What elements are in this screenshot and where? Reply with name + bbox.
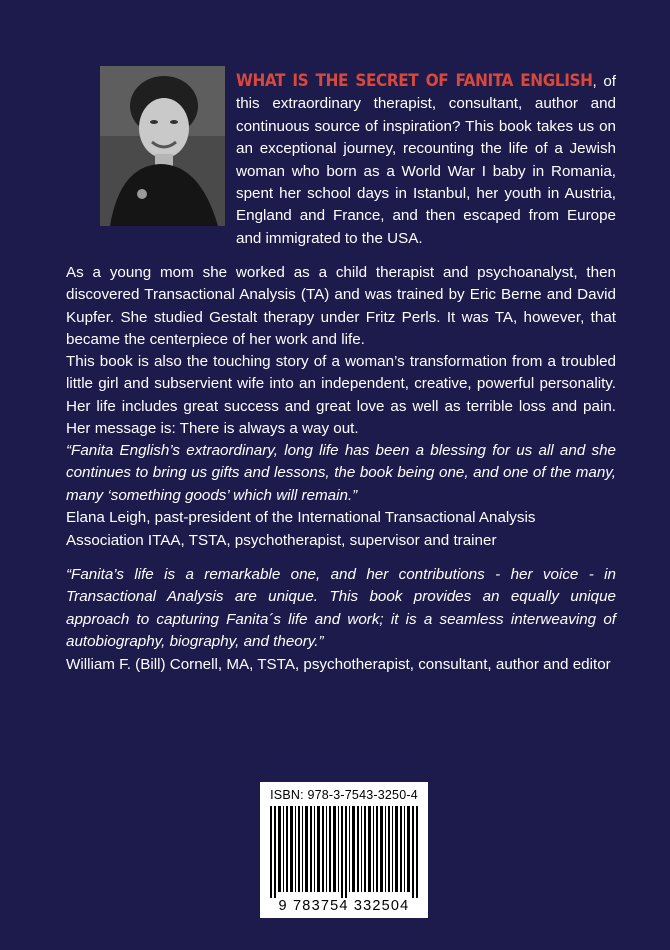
isbn-barcode	[260, 782, 428, 918]
intro-text: , of this extraordinary therapist, consultant, author and continuous source of inspiration? This book takes us on an exceptional journey, recounting the life of a Jewish woman who born as a World War I baby in Romania, spent her school days in Istanbul, her youth in Austria, England and France, and then escaped from Europe and immigrated to the USA.	[236, 73, 616, 247]
bio-paragraph-2: This book is also the touching story of a woman’s transformation from a troubled little girl and subservient wife into an independent, creative, powerful personality. Her life includes great success and great love as well as terrible loss and pain. Her message is: There is always a way out.	[66, 353, 616, 438]
isbn-label: ISBN: 978-3-7543-3250-4	[270, 788, 418, 802]
headline: WHAT IS THE SECRET OF FANITA ENGLISH	[236, 71, 593, 91]
testimonial-2-text: “Fanita’s life is a remarkable one, and her contributions - her voice - in Transactional Analysis are unique. This book provides an equally unique approach to capturing Fanita´s life and work; it is a seamless interweaving of autobiography, biography, and theory.”	[66, 566, 616, 651]
portrait-illustration	[100, 66, 225, 226]
bio-paragraph-1: As a young mom she worked as a child therapist and psychoanalyst, then discovered Transactional Analysis (TA) and was trained by Eric Berne and David Kupfer. She studied Gestalt therapy under Fritz Perls. It was TA, however, that became the centerpiece of her work and life.	[66, 264, 616, 349]
barcode-bars	[268, 806, 420, 898]
testimonial-1-attribution: Elana Leigh, past-president of the International Transactional Analysis Association ITAA, TSTA, psychotherapist, supervisor and trainer	[66, 509, 536, 549]
testimonial-2-attribution: William F. (Bill) Cornell, MA, TSTA, psychotherapist, consultant, author and editor	[66, 655, 611, 673]
testimonial-1	[66, 440, 616, 552]
intro-paragraph	[236, 70, 616, 250]
author-photo	[100, 66, 225, 226]
testimonial-1-text: “Fanita English’s extraordinary, long life has been a blessing for us all and she continues to bring us gifts and lessons, the book being one, and one of the many, many ‘something goods’ which will remain.”	[66, 442, 616, 504]
barcode-digits: 9 783754 332504	[278, 898, 410, 914]
testimonial-2	[66, 564, 616, 676]
